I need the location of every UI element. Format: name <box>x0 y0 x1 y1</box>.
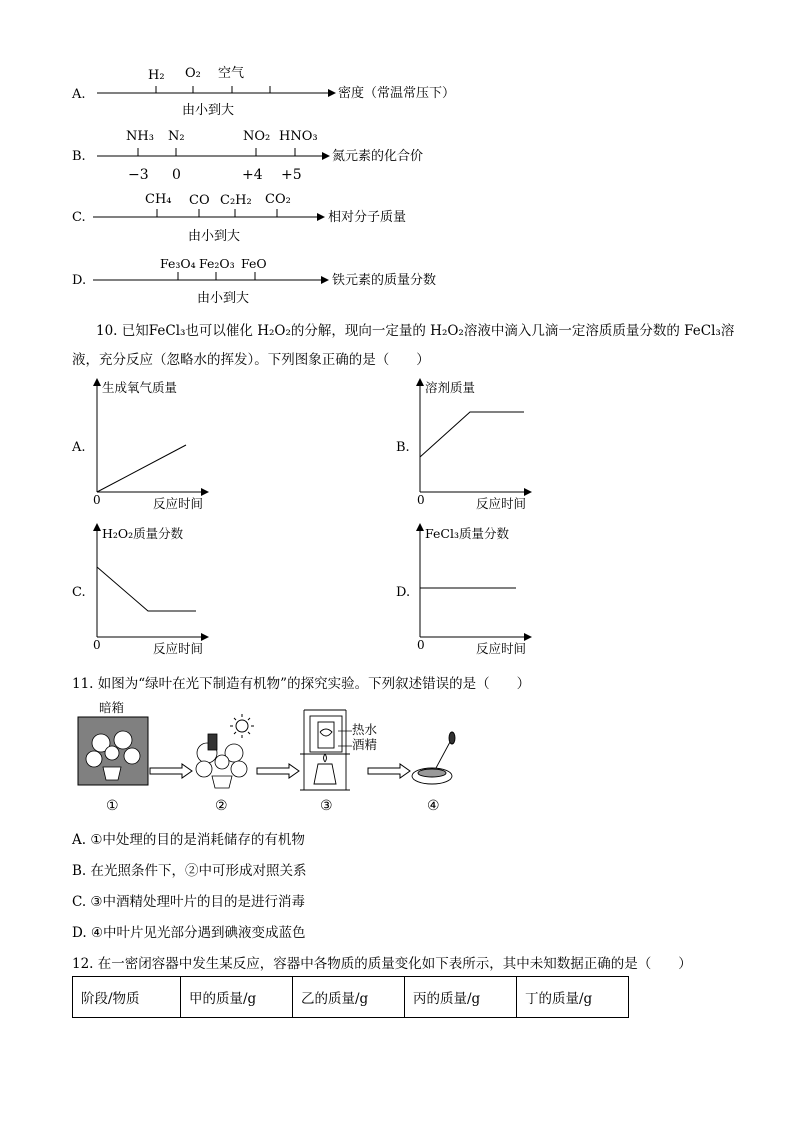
species-label: CH₄ <box>145 192 172 207</box>
table-header-row <box>73 977 629 1018</box>
sun-icon <box>230 714 254 738</box>
species-label: FeO <box>241 256 267 271</box>
alcohol-label: 酒精 <box>352 737 378 752</box>
option-c-letter: C. <box>72 210 86 225</box>
q11-option-d[interactable]: D. ④中叶片见光部分遇到碘液变成蓝色 <box>72 925 306 941</box>
q11-stem: 11. 如图为“绿叶在光下制造有机物”的探究实验。下列叙述错误的是（ ） <box>72 676 531 692</box>
step-number: ① <box>106 798 119 814</box>
graph-option-label: B. <box>396 440 410 455</box>
species-label: CO₂ <box>265 192 291 207</box>
graph-y-label: FeCl₃质量分数 <box>425 526 509 541</box>
dropper-and-dish-icon <box>412 732 455 784</box>
graph-origin: 0 <box>417 493 425 507</box>
table-header-cell: 阶段/物质 <box>73 977 181 1018</box>
species-label: NH₃ <box>126 129 154 144</box>
number-line-d <box>72 256 436 306</box>
axis-label: 铁元素的质量分数 <box>332 273 437 288</box>
graph-x-label: 反应时间 <box>476 496 527 511</box>
q10-stem-line2: 液，充分反应（忽略水的挥发）。下列图象正确的是（ ） <box>72 352 430 368</box>
graph-curve <box>97 567 196 611</box>
axis-label: 氮元素的化合价 <box>332 149 424 164</box>
arrow-icon <box>368 764 410 778</box>
q10-stem-line1: 10. 已知FeCl₃也可以催化 H₂O₂的分解，现向一定量的 H₂O₂溶液中滴入几滴一定溶质质量分数的 FeCl₃溶 <box>96 323 735 339</box>
graph-option-label: D. <box>396 585 411 600</box>
graph-curve <box>420 412 524 457</box>
graph-option-label: C. <box>72 585 86 600</box>
order-label: 由小到大 <box>188 229 241 244</box>
step-number: ③ <box>320 798 333 814</box>
graph-a <box>71 378 209 511</box>
graph-x-label: 反应时间 <box>153 496 204 511</box>
order-label: 由小到大 <box>197 291 250 306</box>
graph-option-label: A. <box>72 440 86 455</box>
graph-y-label: 溶剂质量 <box>425 380 476 395</box>
graph-b <box>396 378 532 511</box>
q11-option-c[interactable]: C. ③中酒精处理叶片的目的是进行消毒 <box>72 894 306 910</box>
q11-option-b[interactable]: B. 在光照条件下，②中可形成对照关系 <box>72 863 307 879</box>
valence-label: −3 <box>128 167 149 183</box>
order-label: 由小到大 <box>182 103 235 118</box>
species-label: O₂ <box>185 66 201 81</box>
valence-label: 0 <box>172 167 181 183</box>
graph-origin: 0 <box>93 493 101 507</box>
species-label: HNO₃ <box>279 129 318 144</box>
species-label: H₂ <box>148 68 165 83</box>
number-line-a <box>71 65 455 118</box>
water-bath-apparatus-icon <box>300 710 350 790</box>
q11-option-a[interactable]: A. ①中处理的目的是消耗储存的有机物 <box>72 832 305 848</box>
number-lines-figure <box>0 0 794 310</box>
q12-table <box>72 976 629 1018</box>
q11-experiment-figure <box>0 698 794 820</box>
valence-label: +5 <box>281 167 302 183</box>
q10-graphs <box>0 370 794 670</box>
graph-x-label: 反应时间 <box>153 641 204 656</box>
table-header-cell: 甲的质量/g <box>181 977 293 1018</box>
dark-box-label: 暗箱 <box>99 700 125 715</box>
graph-d <box>396 523 532 656</box>
axis-label: 密度（常温常压下） <box>338 86 456 101</box>
arrow-icon <box>150 764 192 778</box>
graph-y-label: H₂O₂质量分数 <box>102 526 184 541</box>
hot-water-label: 热水 <box>352 722 378 737</box>
species-label: NO₂ <box>243 129 271 144</box>
species-label: Fe₃O₄ <box>160 256 196 271</box>
species-label: 空气 <box>218 66 245 81</box>
species-label: C₂H₂ <box>220 193 252 208</box>
valence-label: +4 <box>242 167 263 183</box>
graph-c <box>72 523 209 656</box>
species-label: N₂ <box>168 129 185 144</box>
graph-origin: 0 <box>417 638 425 652</box>
option-d-letter: D. <box>72 273 87 288</box>
graph-x-label: 反应时间 <box>476 641 527 656</box>
species-label: CO <box>189 193 210 208</box>
step-number: ② <box>215 798 228 814</box>
graph-y-label: 生成氧气质量 <box>102 380 178 395</box>
species-label: Fe₂O₃ <box>199 256 235 271</box>
table-header-cell: 乙的质量/g <box>293 977 405 1018</box>
graph-curve <box>97 445 186 492</box>
q12-stem: 12. 在一密闭容器中发生某反应，容器中各物质的质量变化如下表所示，其中未知数据正确的是（ ） <box>72 956 692 972</box>
number-line-b <box>72 129 423 183</box>
table-header-cell: 丁的质量/g <box>517 977 629 1018</box>
number-line-c <box>72 192 406 244</box>
option-a-letter: A. <box>72 87 86 102</box>
step-number: ④ <box>427 798 440 814</box>
plant-with-covered-leaf-icon <box>196 734 247 788</box>
table-header-cell: 丙的质量/g <box>405 977 517 1018</box>
graph-origin: 0 <box>93 638 101 652</box>
option-b-letter: B. <box>72 149 86 164</box>
arrow-icon <box>257 764 299 778</box>
axis-label: 相对分子质量 <box>328 210 407 225</box>
